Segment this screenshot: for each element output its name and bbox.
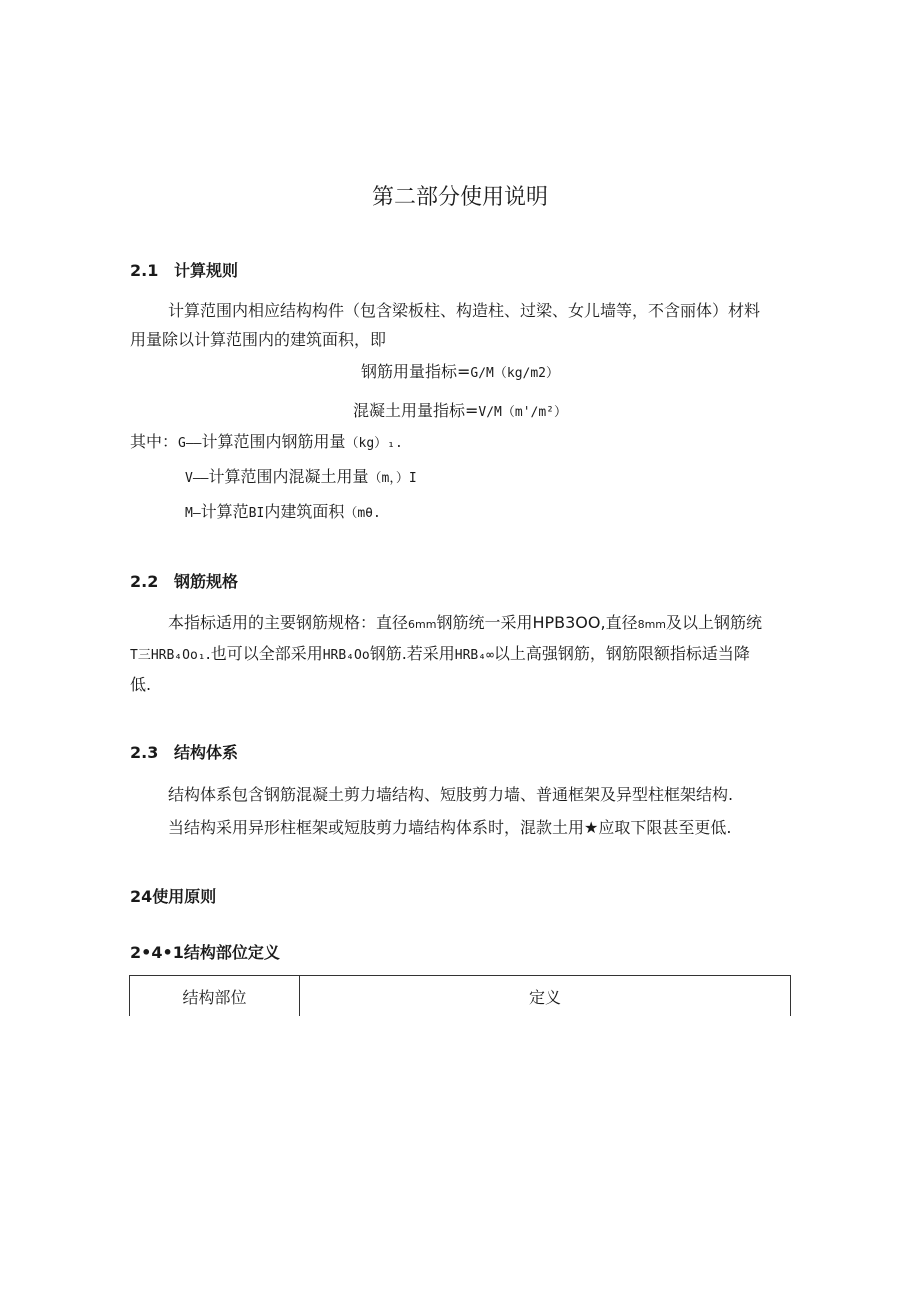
column-header-structure-part: 结构部位 xyxy=(130,976,300,1017)
paragraph-line: 结构体系包含钢筋混凝土剪力墙结构、短肢剪力墙、普通框架及异型柱框架结构. xyxy=(168,785,734,804)
text-run: 及以上钢筋统 xyxy=(666,613,763,632)
section-number: 2.2 xyxy=(130,572,159,591)
unit: （mθ. xyxy=(344,506,381,521)
formula-concrete xyxy=(0,398,920,421)
definition-text: 计算范围内混凝土用量 xyxy=(208,467,369,486)
formula-rebar xyxy=(0,359,920,382)
section-number: 2.1 xyxy=(130,261,159,280)
text-run: 钢筋.若采用 xyxy=(369,644,455,663)
definition-text: 计算范 xyxy=(200,502,249,521)
text-run: .也可以全部采用 xyxy=(205,644,323,663)
text-run: HRB₄Oo xyxy=(322,648,370,663)
section-2-4-heading: 24使用原则 xyxy=(130,887,217,906)
formula-label: 钢筋用量指标= xyxy=(360,362,471,381)
section-title: 结构体系 xyxy=(174,743,239,762)
formula-expression: V∕M（m'∕m²） xyxy=(478,405,568,420)
table-header-row xyxy=(130,976,791,1017)
paragraph-line xyxy=(168,610,762,633)
paragraph-line xyxy=(130,641,750,664)
symbol: V—— xyxy=(185,471,209,486)
unit: （m，）I xyxy=(368,471,417,486)
section-title: 计算规则 xyxy=(174,261,239,280)
section-number: 2.3 xyxy=(130,743,159,762)
formula-label: 混凝土用量指标= xyxy=(352,401,479,420)
symbol: G—— xyxy=(178,436,202,451)
structure-definition-table xyxy=(129,975,791,1016)
text-run: 以上高强钢筋，钢筋限额指标适当降 xyxy=(493,644,750,663)
paragraph-line: 低. xyxy=(130,675,152,694)
definition-text: 计算范围内钢筋用量 xyxy=(201,432,346,451)
paragraph-line: 当结构采用异形柱框架或短肢剪力墙结构体系时，混款土用★应取下限甚至更低. xyxy=(168,818,732,837)
section-title: 钢筋规格 xyxy=(174,572,239,591)
paragraph-line: 计算范围内相应结构构件（包含梁板柱、构造柱、过梁、女儿墙等，不含丽体）材料 xyxy=(168,301,761,320)
definition-m xyxy=(185,499,381,522)
where-label: 其中： xyxy=(130,432,179,451)
section-2-2-heading xyxy=(130,569,238,592)
paragraph-line: 用量除以计算范围内的建筑面积，即 xyxy=(130,330,387,349)
definition-g xyxy=(130,429,403,452)
text-run: HRB₄∞ xyxy=(454,648,494,663)
section-2-3-heading xyxy=(130,740,238,763)
definition-v xyxy=(185,464,417,487)
text-run: 6mm xyxy=(408,618,437,631)
text-run: 8mm xyxy=(637,618,667,631)
definition-text-latin: BI xyxy=(248,506,265,521)
unit: （kg）₁. xyxy=(345,436,403,451)
formula-expression: G∕M（kg∕m2） xyxy=(470,366,560,381)
definition-text: 内建筑面积 xyxy=(264,502,345,521)
section-2-4-1-heading: 2•4•1结构部位定义 xyxy=(130,943,280,962)
symbol: M— xyxy=(185,506,201,521)
page-title: 第二部分使用说明 xyxy=(371,185,548,210)
text-run: 本指标适用的主要钢筋规格：直径 xyxy=(168,613,409,632)
text-run: T三HRB₄Oo₁ xyxy=(130,648,206,663)
section-2-1-heading xyxy=(130,258,238,281)
text-run: 钢筋统一采用HPB3OO,直径 xyxy=(436,613,638,632)
column-header-definition: 定义 xyxy=(300,976,791,1017)
